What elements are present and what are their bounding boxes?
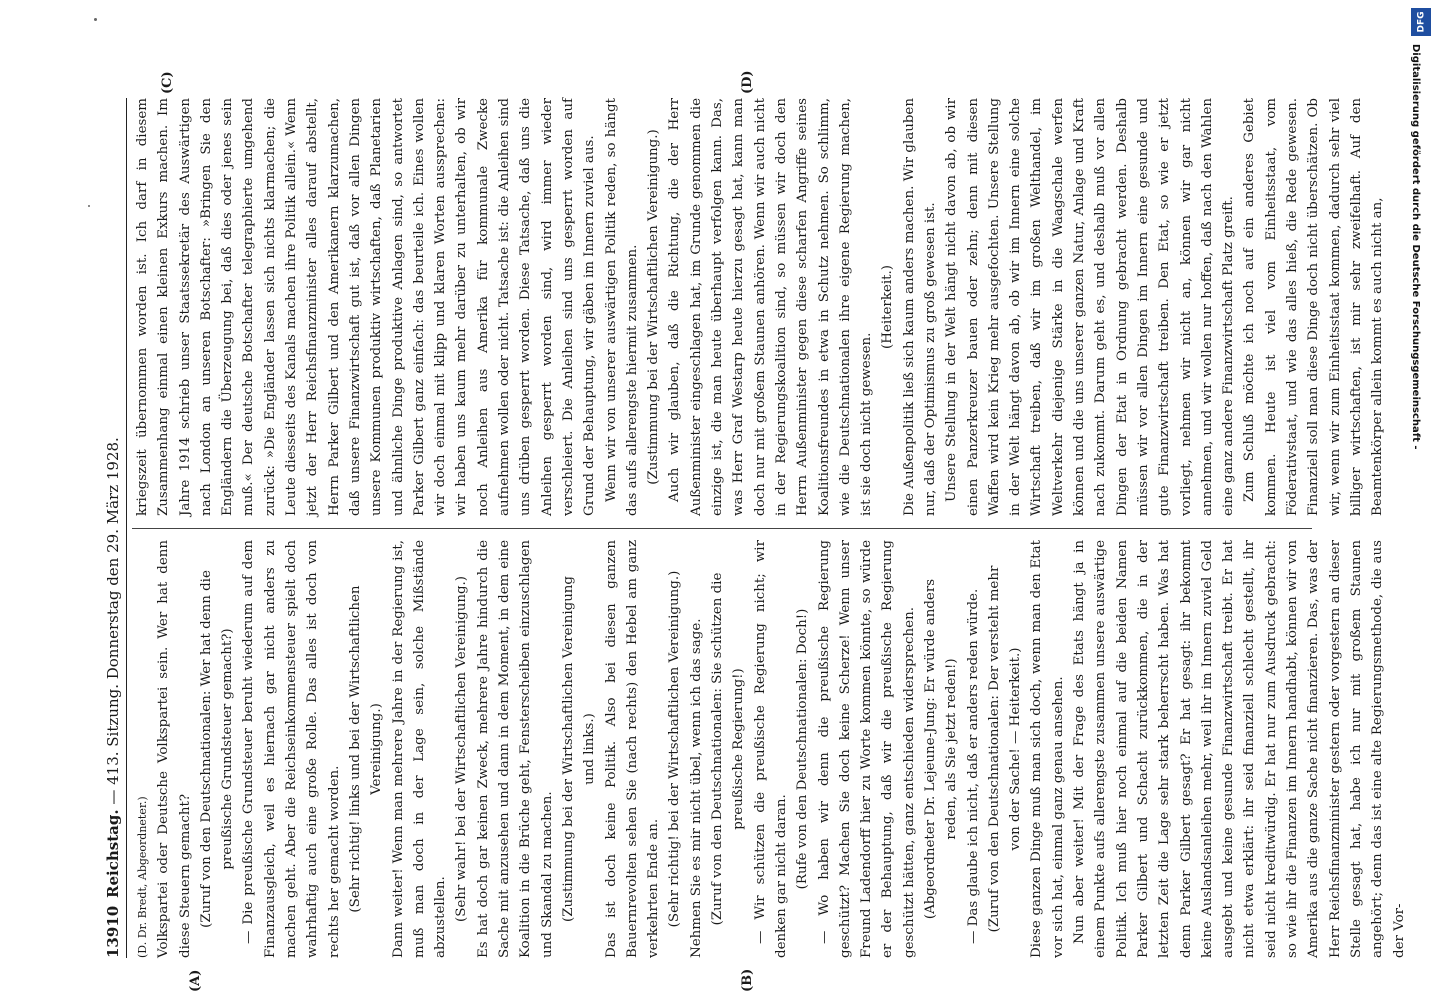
- document-page: [100, 70, 1407, 992]
- paragraph: — Wo haben wir denn die preußische Regierung geschützt? Machen Sie doch keine Scherze! Wenn unser Freund Ladendorff hier zu Worte kommen könnte, so würde er der Behauptung, daß wir die preußische Regierung geschützt hätten, ganz entschieden widersprechen.: [816, 540, 917, 958]
- margin-marker-b: (B): [740, 968, 755, 992]
- interjection: (Sehr wahr! bei der Wirtschaftlichen Vereinigung.): [454, 575, 470, 923]
- margin-marker-c: (C): [160, 71, 175, 94]
- interjection: (Zuruf von den Deutschnationalen: Der versteht mehr von der Sache! — Heiterkeit.): [986, 565, 1024, 933]
- paragraph: Nehmen Sie es mir nicht übel, wenn ich das sage.: [688, 618, 704, 958]
- interjection: (Zuruf von den Deutschnationalen: Sie schützen die preußische Regierung!): [710, 572, 747, 926]
- interjection: (Sehr richtig! bei der Wirtschaftlichen Vereinigung.): [667, 570, 683, 928]
- digitization-notice: Digitalisierung gefördert durch die Deutsche Forschungsgemeinschaft -: [1410, 44, 1421, 450]
- interjection: (Zustimmung bei der Wirtschaftlichen Vereinigung.): [646, 129, 662, 485]
- digitization-strip: [1408, 0, 1434, 1000]
- interjection: (Rufe von den Deutschnationalen: Doch!): [795, 608, 811, 890]
- margin-marker-d: (D): [740, 70, 755, 94]
- paragraph: Das ist doch keine Politik. Also bei diesen ganzen Bauernrevolten sehen Sie (nach rechts) den Hebel am ganz verkehrten Ende an.: [603, 540, 662, 958]
- header-title-rest: — 413. Sitzung. Donnerstag den 29. März 1928.: [104, 437, 122, 805]
- right-column: [132, 98, 1386, 516]
- paragraph: Zum Schluß möchte ich noch auf ein anderes Gebiet kommen. Heute ist viel vom Einheitsstaat, vom Föderativstaat, und wie das alles hieß, die Rede gewesen. Finanziell soll man diese Dinge doch nicht überschätzen. Ob wir, wenn wir zum Einheitsstaat kommen, dadurch sehr viel billiger wirtschaften, ist mir sehr zweifelhaft. Auf den Beamtenkörper allein kommt es auch nicht an,: [1242, 98, 1386, 516]
- left-column: [132, 540, 1407, 958]
- paragraph: Diese ganzen Dinge muß man sich doch, wenn man den Etat vor sich hat, einmal ganz genau ansehen.: [1029, 540, 1066, 958]
- scan-speck: [94, 18, 97, 21]
- interjection: (Zuruf von den Deutschnationalen: Wer hat denn die preußische Grundsteuer gemacht?): [198, 570, 236, 928]
- interjection: (Sehr richtig! links und bei der Wirtschaftlichen Vereinigung.): [347, 585, 385, 913]
- paragraph: Wenn wir von unserer auswärtigen Politik reden, so hängt das aufs allerengste hiermit zusammen.: [603, 98, 640, 516]
- paragraph: — Das glaube ich nicht, daß er anders reden würde.: [965, 588, 981, 944]
- paragraph: Volkspartei oder Deutsche Volkspartei sein. Wer hat denn diese Steuern gemacht?: [156, 540, 193, 958]
- dfg-logo: DFG: [1411, 8, 1431, 36]
- paragraph: — Die preußische Grundsteuer beruht wiederum auf dem Finanzausgleich, weil es hiernach gar nicht anders zu machen geht. Aber die Reichseinkommensteuer spielt doch wahrhaftig auch eine große Rolle. Das alles ist doch von rechts her gemacht worden.: [241, 540, 342, 958]
- paragraph: Unsere Stellung in der Welt hängt nicht davon ab, ob wir einen Panzerkreuzer bauen oder zehn; denn mit diesen Waffen wird kein Krieg mehr ausgefochten. Unsere Stellung in der Welt hängt davon ab, ob wir im Innern eine solche Wirtschaft treiben, daß wir im großen Welthandel, im Weltverkehr diejenige Stärke in die Waagschale werfen können und die uns unserer ganzen Natur, Anlage und Kraft nach zukommt. Darum geht es, und deshalb muß vor allen Dingen der Etat in Ordnung gebracht werden. Deshalb müssen wir vor allen Dingen im Innern eine gesunde und gute Finanzwirtschaft treiben. Den Etat, so wie er jetzt vorliegt, nehmen wir nicht an, können wir gar nicht annehmen, und wir wollen nur hoffen, daß nach den Wahlen eine ganz andere Finanzwirtschaft Platz greift.: [944, 98, 1237, 516]
- paragraph: Nun aber weiter! Mit der Frage des Etats hängt ja in einem Punkte aufs allerengste zusammen unsere auswärtige Politik. Ich muß hier noch einmal auf die beiden Namen Parker Gilbert und Schacht zurückkommen, die in der letzten Zeit die Lage sehr stark beherrscht haben. Was hat denn Parker Gilbert gesagt? Er hat gesagt: ihr bekommt keine Auslandsanleihen mehr, weil ihr im Innern zuviel Geld ausgebt und keine gesunde Finanzwirtschaft treibt. Er hat nicht etwa erklärt: ihr seid finanziell schlecht gestellt, ihr seid nicht kreditwürdig. Er hat nur zum Ausdruck gebracht: so wie ihr die Finanzen im Innern handhabt, können wir von Amerika aus die ganze Sache nicht finanzieren. Das, was der Herr Reichsfinanzminister gestern oder vorgestern an dieser Stelle gesagt hat, habe ich nur mit großem Staunen angehört; denn das ist eine alte Regierungsmethode, die aus der Vor-: [1072, 540, 1407, 958]
- paragraph: — Wir schützen die preußische Regierung nicht; wir denken gar nicht daran.: [752, 540, 789, 958]
- scan-speck: [88, 205, 90, 207]
- column-divider: [132, 528, 1312, 529]
- header-title: [100, 437, 126, 898]
- paragraph: Die Außenpolitik ließ sich kaum anders machen. Wir glauben nur, daß der Optimismus zu groß gewesen ist.: [901, 98, 938, 516]
- speaker-line: (D. Dr. Bredt, Abgeordneter.): [136, 796, 149, 958]
- header-title-bold: Reichstag.: [104, 809, 122, 898]
- paragraph: Dann weiter! Wenn man mehrere Jahre in der Regierung ist, muß man doch in der Lage sein, solche Mißstände abzustellen.: [390, 540, 449, 958]
- paragraph: Auch wir glauben, daß die Richtung, die der Herr Außenminister eingeschlagen hat, im Grunde genommen die einzige ist, die man heute überhaupt verfolgen kann. Das, was Herr Graf Westarp heute hierzu gesagt hat, kann man doch nur mit großem Staunen anhören. Wenn wir auch nicht in der Regierungskoalition sind, so müssen wir doch den Herrn Außenminister gegen diese scharfen Angriffe seines Koalitionsfreundes in etwa in Schutz nehmen. So schlimm, wie die Deutschnationalen ihre eigene Regierung machen, ist sie doch nicht gewesen.: [667, 98, 875, 516]
- page-number: 13910: [104, 905, 122, 958]
- page-header: [100, 98, 127, 958]
- paragraph: Es hat doch gar keinen Zweck, mehrere Jahre hindurch die Sache mit anzusehen und dann in dem Moment, in dem eine Koalition in die Brüche geht, Fensterscheiben einzuschlagen und Skandal zu machen.: [475, 540, 555, 958]
- interjection: (Zustimmung bei der Wirtschaftlichen Vereinigung und links.): [560, 575, 598, 923]
- margin-marker-a: (A): [188, 969, 203, 992]
- paragraph: kriegszeit übernommen worden ist. Ich darf in diesem Zusammenhang einmal einen kleinen Exkurs machen. Im Jahre 1914 schrieb unser Staatssekretär des Auswärtigen nach London an unseren Botschafter: »Bringen Sie den Engländern die Überzeugung bei, daß dies oder jenes sein muß.« Der deutsche Botschafter telegraphierte umgehend zurück: »Die Engländer lassen sich nichts klarmachen; die Leute diesseits des Kanals machen ihre Politik allein.« Wenn jetzt der Herr Reichsfinanzminister alles darauf abstellt, Herrn Parker Gilbert und den Amerikanern klarzumachen, daß unsere Finanzwirtschaft gut ist, daß vor allen Dingen unsere Kommunen produktiv wirtschaften, daß Planetarien und ähnliche Dinge produktive Anlagen sind, so antwortet Parker Gilbert ganz einfach: das beurteile ich. Eines wollen wir doch einmal mit klipp und klaren Worten aussprechen: wir haben uns kaum mehr darüber zu unterhalten, ob wir noch Anleihen aus Amerika für kommunale Zwecke aufnehmen wollen oder nicht. Tatsache ist: die Anleihen sind uns drüben gesperrt worden. Diese Tatsache, daß uns die Anleihen gesperrt worden sind, wird immer wieder verschleiert. Die Anleihen sind uns gesperrt worden auf Grund der Behauptung, wir gäben im Innern zuviel aus.: [135, 98, 598, 516]
- interjection: (Heiterkeit.): [880, 265, 896, 349]
- interjection: (Abgeordneter Dr. Lejeune-Jung: Er würde anders reden, als Sie jetzt reden!): [922, 578, 960, 920]
